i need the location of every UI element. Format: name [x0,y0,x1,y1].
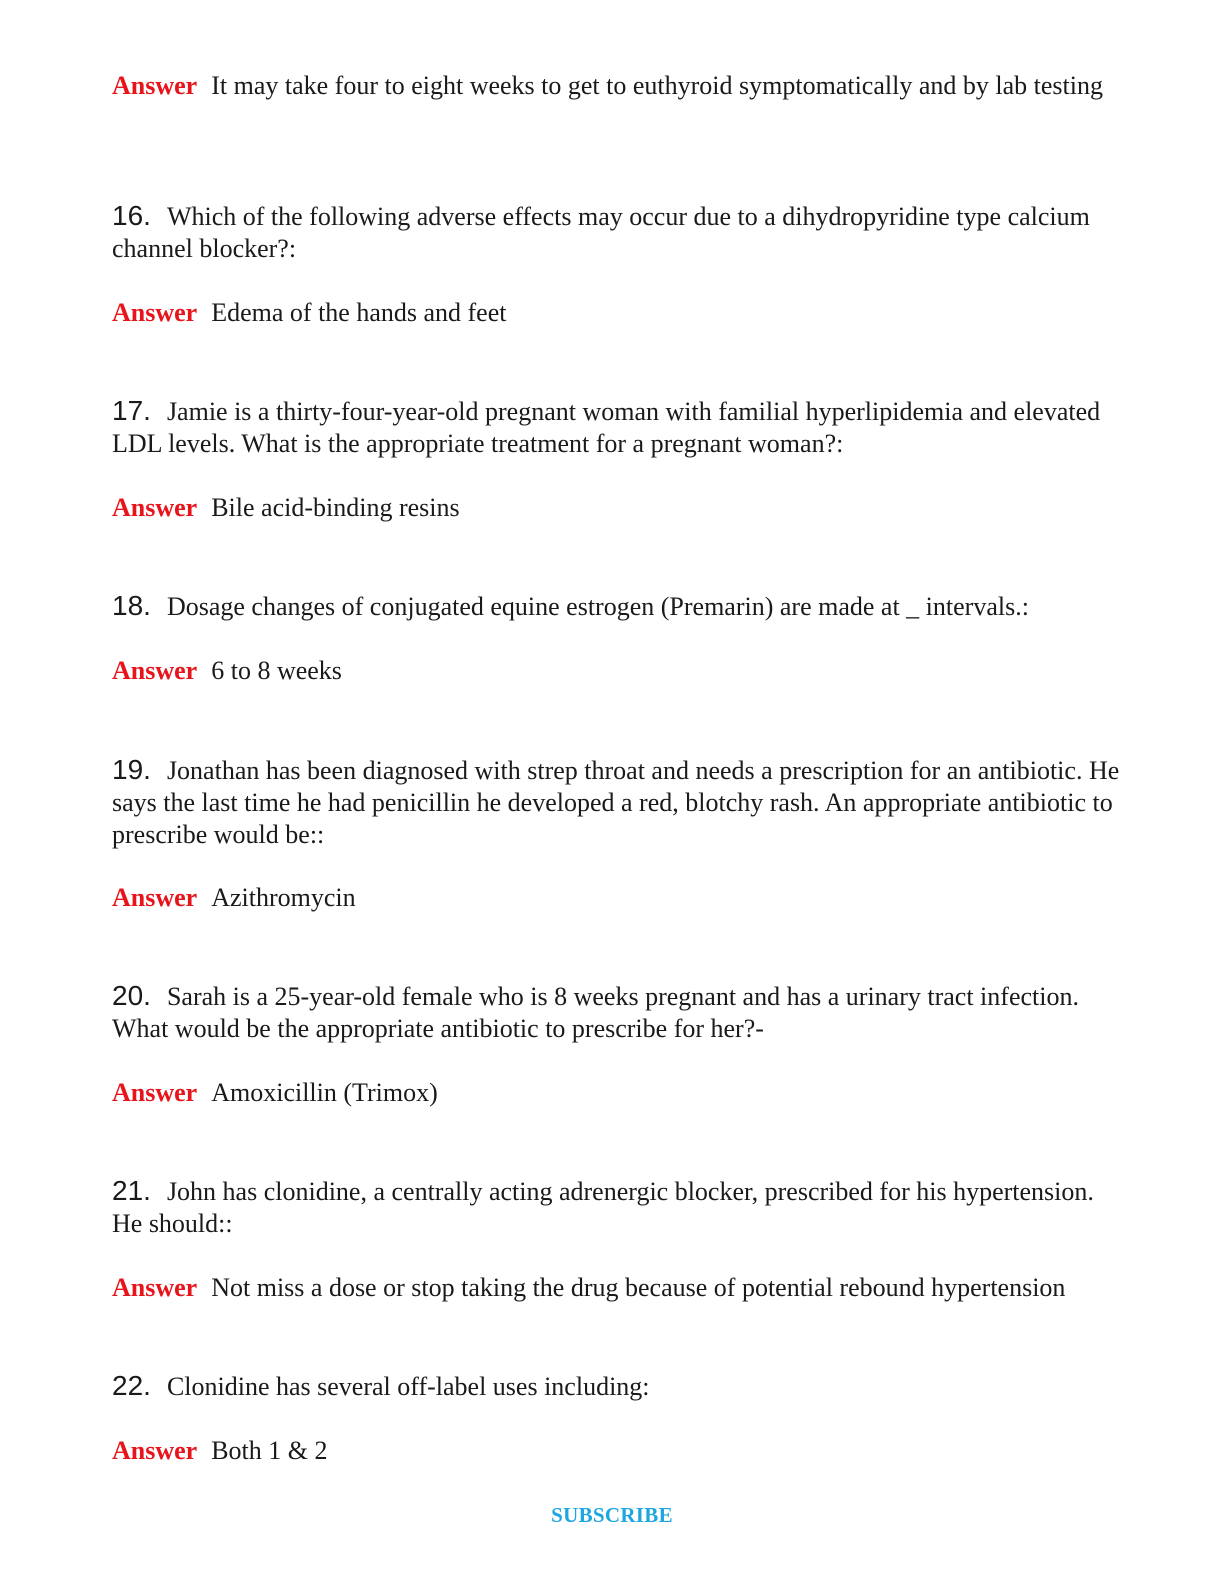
previous-answer [112,70,1122,102]
answer-text: Amoxicillin (Trimox) [211,1078,438,1107]
question-number: 16. [112,200,151,231]
question-text: Which of the following adverse effects may occur due to a dihydropyridine type calcium channel blocker?: [112,202,1090,263]
answer-text: 6 to 8 weeks [211,656,342,685]
question-20 [112,980,1122,1045]
question-text: Jonathan has been diagnosed with strep throat and needs a prescription for an antibiotic. He says the last time he had penicillin he developed a red, blotchy rash. An appropriate antibiotic to prescribe would be:: [112,756,1120,849]
answer-text: Azithromycin [211,883,356,912]
question-text: Clonidine has several off-label uses including: [166,1372,650,1401]
answer-label: Answer [112,298,198,327]
answer-label: Answer [112,1078,198,1107]
question-16 [112,200,1122,265]
subscribe-link[interactable]: SUBSCRIBE [551,1503,673,1527]
answer-16 [112,297,1122,329]
question-number: 18. [112,590,151,621]
answer-20 [112,1077,1122,1109]
answer-text: Both 1 & 2 [211,1436,328,1465]
answer-21 [112,1272,1122,1304]
question-text: Sarah is a 25-year-old female who is 8 weeks pregnant and has a urinary tract infection. What would be the appropriate antibiotic to prescribe for her?- [112,982,1079,1043]
answer-text: It may take four to eight weeks to get to euthyroid symptomatically and by lab testing [211,71,1103,100]
answer-22 [112,1435,1122,1467]
answer-17 [112,492,1122,524]
answer-label: Answer [112,1273,198,1302]
question-21 [112,1175,1122,1240]
answer-18 [112,655,1122,687]
answer-19 [112,882,1122,914]
question-number: 19. [112,754,151,785]
question-19 [112,754,1122,851]
question-text: Jamie is a thirty-four-year-old pregnant woman with familial hyperlipidemia and elevated LDL levels. What is the appropriate treatment for a pregnant woman?: [112,397,1101,458]
answer-label: Answer [112,656,198,685]
question-17 [112,395,1122,460]
question-number: 21. [112,1175,151,1206]
answer-label: Answer [112,493,198,522]
question-text: John has clonidine, a centrally acting adrenergic blocker, prescribed for his hypertension. He should:: [112,1177,1094,1238]
answer-label: Answer [112,883,198,912]
question-18 [112,590,1122,623]
question-number: 20. [112,980,151,1011]
answer-text: Edema of the hands and feet [211,298,507,327]
answer-label: Answer [112,1436,198,1465]
answer-text: Not miss a dose or stop taking the drug because of potential rebound hypertension [211,1273,1066,1302]
question-number: 17. [112,395,151,426]
question-text: Dosage changes of conjugated equine estrogen (Premarin) are made at _ intervals.: [166,592,1029,621]
question-number: 22. [112,1370,151,1401]
answer-text: Bile acid-binding resins [211,493,460,522]
question-22 [112,1370,1122,1403]
answer-label: Answer [112,71,198,100]
